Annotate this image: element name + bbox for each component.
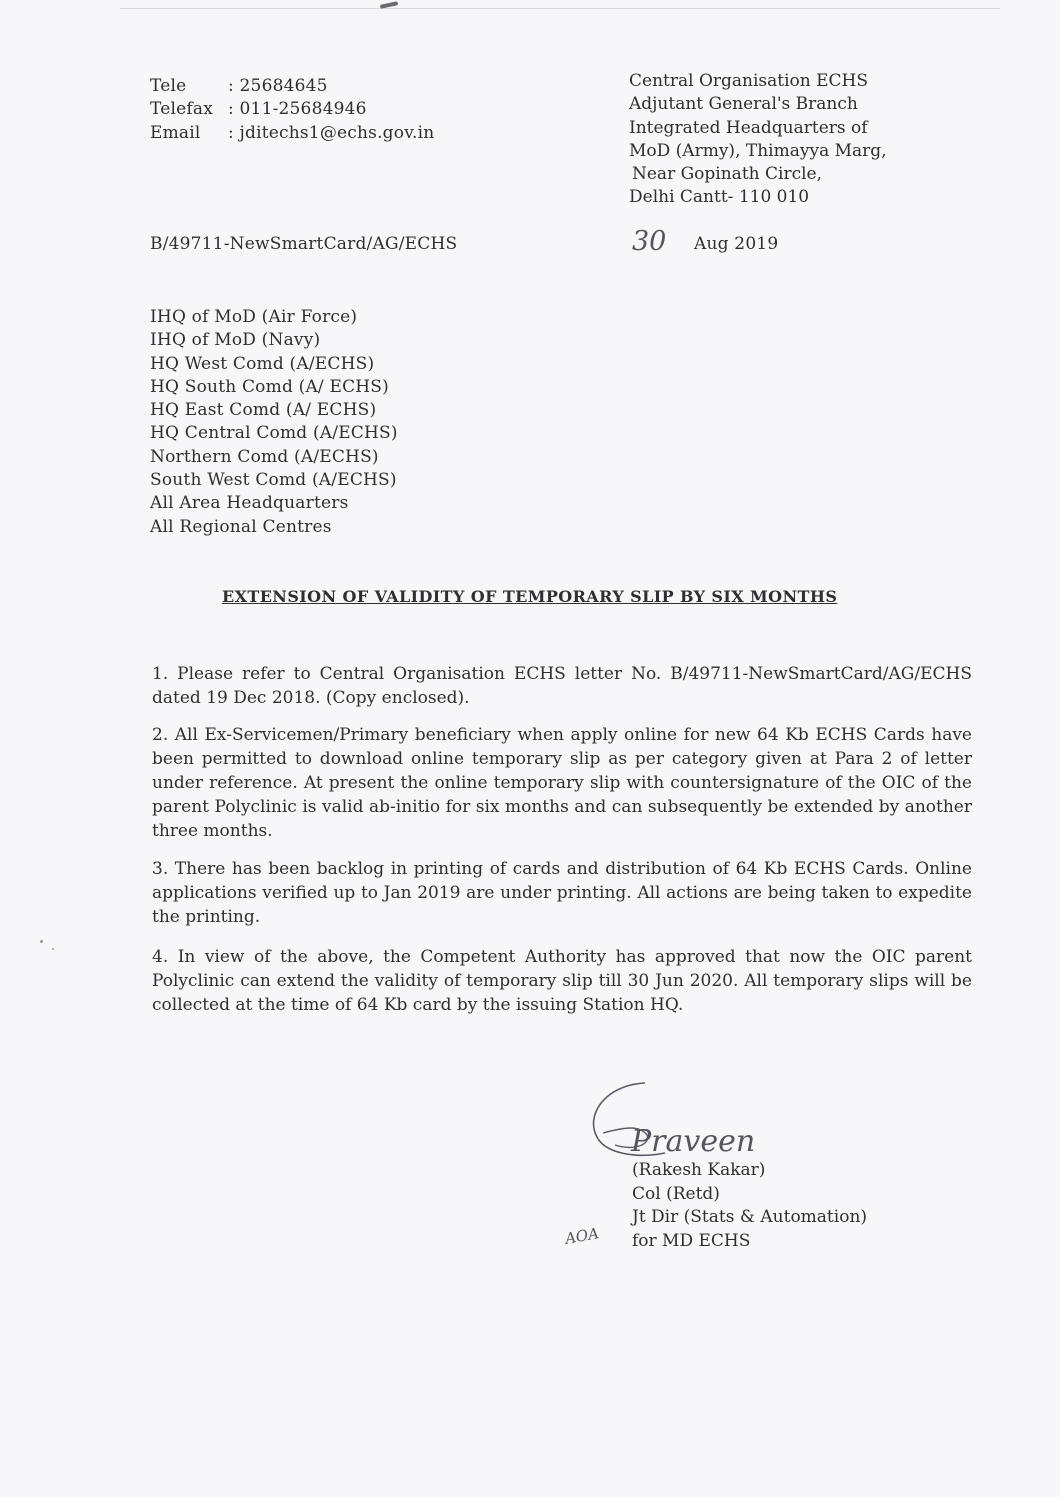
address-line: Delhi Cantt- 110 010 — [629, 187, 810, 208]
signatory-designation: Jt Dir (Stats & Automation) — [632, 1207, 868, 1227]
paragraph-4: 4. In view of the above, the Competent Authority has approved that now the OIC parent Polyclinic can extend the validity of temporary slip till 30 Jun 2020. All temporary slips will be collected at the time of 64 Kb card by the issuing Station HQ. — [152, 947, 972, 1015]
recipient-item: HQ East Comd (A/ ECHS) — [150, 400, 377, 421]
email-label: Email — [150, 122, 201, 143]
address-line: MoD (Army), Thimayya Marg, — [629, 140, 887, 161]
initials-handwritten: AOA — [563, 1224, 601, 1248]
recipient-item: All Area Headquarters — [150, 493, 349, 514]
telefax-row — [150, 98, 434, 121]
recipient-item: IHQ of MoD (Air Force) — [150, 307, 358, 327]
signatory-name: (Rakesh Kakar) — [632, 1160, 766, 1180]
email-row — [150, 122, 434, 145]
date-month-year: Aug 2019 — [694, 234, 779, 254]
contact-block — [150, 75, 434, 145]
address-line: Near Gopinath Circle, — [632, 164, 822, 185]
address-line: Adjutant General's Branch — [629, 94, 858, 115]
signature-handwritten: Praveen — [631, 1124, 756, 1159]
address-line: Central Organisation ECHS — [629, 71, 869, 91]
signature-block — [632, 1159, 867, 1253]
telefax-value: : 011-25684946 — [228, 99, 367, 120]
tele-label: Tele — [150, 76, 187, 96]
telefax-label: Telefax — [150, 99, 213, 120]
recipient-item: IHQ of MoD (Navy) — [150, 330, 321, 351]
recipient-item: HQ South Comd (A/ ECHS) — [150, 376, 389, 397]
paragraph-3: 3. There has been backlog in printing of cards and distribution of 64 Kb ECHS Cards. Online applications verified up to Jan 2019 are under printing. All actions are being taken to expedite the printing. — [152, 859, 972, 927]
address-line: Integrated Headquarters of — [629, 117, 868, 138]
date-day-handwritten: 30 — [632, 226, 667, 257]
recipient-item: South West Comd (A/ECHS) — [150, 470, 397, 491]
address-block — [629, 70, 887, 210]
recipients-list — [150, 306, 398, 539]
signatory-for: for MD ECHS — [632, 1230, 751, 1251]
scan-speck — [40, 940, 43, 943]
scan-speck — [52, 948, 54, 950]
recipient-item: Northern Comd (A/ECHS) — [150, 446, 379, 467]
paragraph-2: 2. All Ex-Servicemen/Primary beneficiary when apply online for new 64 Kb ECHS Cards have been permitted to download online temporary slip as per category given at Para 2 of letter under reference. At present the online temporary slip with countersignature of the OIC of the parent Polyclinic is valid ab-initio for six months and can subsequently be extended by another three months. — [152, 725, 972, 841]
tele-row — [150, 75, 434, 98]
signatory-rank: Col (Retd) — [632, 1183, 720, 1204]
paragraph-1: 1. Please refer to Central Organisation ECHS letter No. B/49711-NewSmartCard/AG/ECHS dated 19 Dec 2018. (Copy enclosed). — [152, 664, 972, 708]
tele-value: : 25684645 — [228, 76, 328, 96]
top-rule — [120, 8, 1000, 9]
recipient-item: HQ West Comd (A/ECHS) — [150, 353, 375, 374]
subject-heading: EXTENSION OF VALIDITY OF TEMPORARY SLIP BY SIX MONTHS — [222, 587, 838, 606]
recipient-item: HQ Central Comd (A/ECHS) — [150, 423, 398, 444]
email-value: : jditechs1@echs.gov.in — [228, 122, 435, 143]
reference-number: B/49711-NewSmartCard/AG/ECHS — [150, 234, 458, 254]
recipient-item: All Regional Centres — [150, 516, 332, 537]
